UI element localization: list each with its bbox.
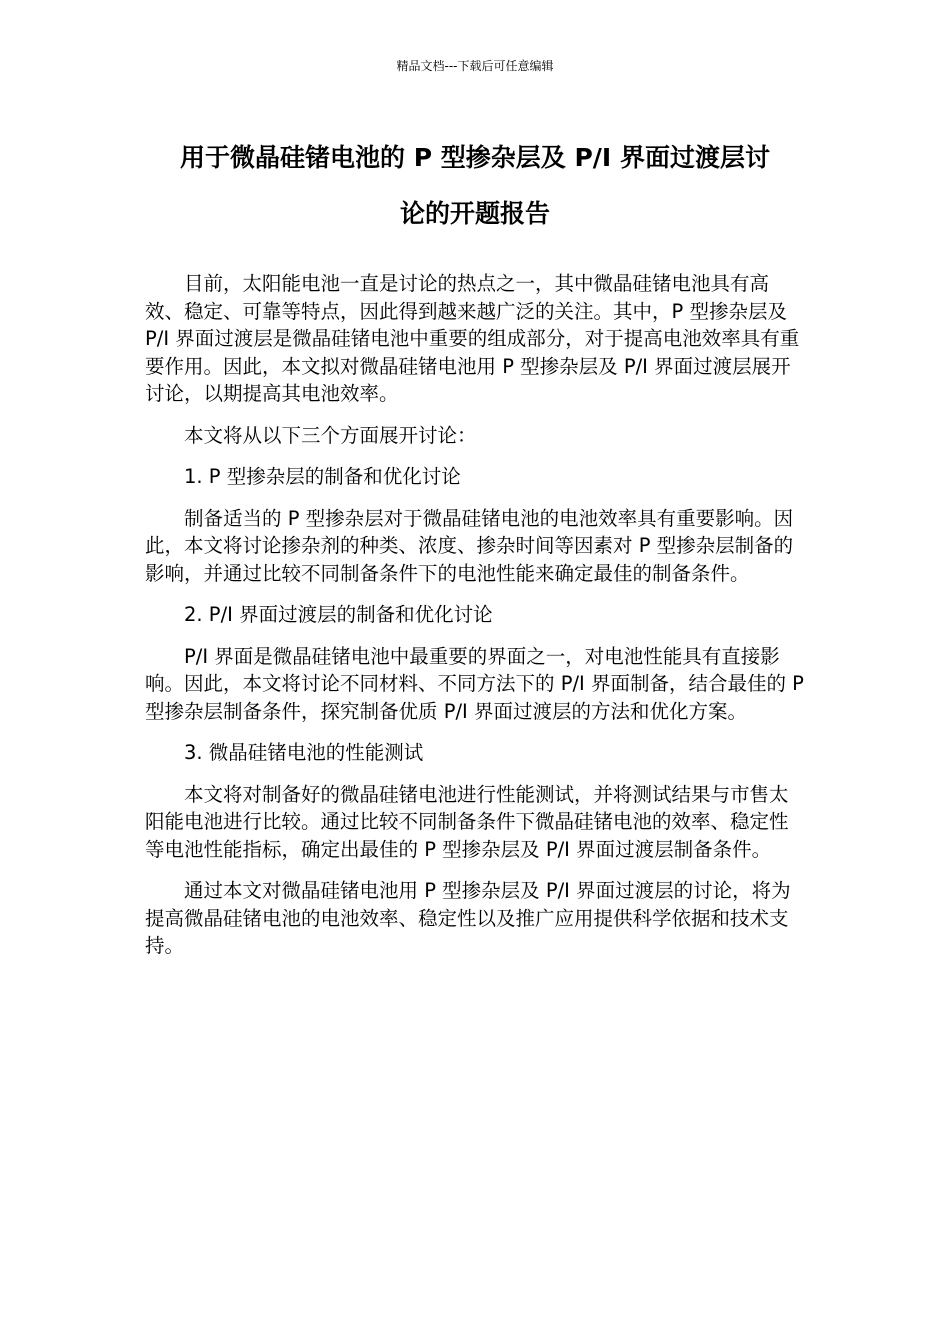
document-title bbox=[145, 130, 805, 242]
document-body bbox=[145, 270, 805, 974]
section-3-heading: 3. 微晶硅锗电池的性能测试 bbox=[184, 741, 424, 764]
intro-paragraph: 目前，太阳能电池一直是讨论的热点之一，其中微晶硅锗电池具有高效、稳定、可靠等特点，因此得到越来越广泛的关注。其中，P 型掺杂层及 P/I 界面过渡层是微晶硅锗电池中重要的组成部分，对于提高电池效率具有重要作用。因此，本文拟对微晶硅锗电池用 P 型掺杂层及 P/I 界面过渡层展开讨论，以期提高其电池效率。 bbox=[145, 272, 800, 405]
page-header: 精品文档---下载后可任意编辑 bbox=[396, 59, 554, 73]
section-3-paragraph: 本文将对制备好的微晶硅锗电池进行性能测试，并将测试结果与市售太阳能电池进行比较。通过比较不同制备条件下微晶硅锗电池的效率、稳定性等电池性能指标，确定出最佳的 P 型掺杂层及 P/I 界面过渡层制备条件。 bbox=[145, 782, 789, 861]
document-title-line-1: 用于微晶硅锗电池的 P 型掺杂层及 P/I 界面过渡层讨 bbox=[180, 143, 770, 172]
section-1-heading: 1. P 型掺杂层的制备和优化讨论 bbox=[184, 465, 461, 488]
section-2-heading: 2. P/I 界面过渡层的制备和优化讨论 bbox=[184, 603, 493, 626]
section-1-paragraph: 制备适当的 P 型掺杂层对于微晶硅锗电池的电池效率具有重要影响。因此，本文将讨论掺杂剂的种类、浓度、掺杂时间等因素对 P 型掺杂层制备的影响，并通过比较不同制备条件下的电池性能来确定最佳的制备条件。 bbox=[145, 506, 794, 585]
document-title-line-2: 论的开题报告 bbox=[399, 199, 550, 228]
section-2-paragraph: P/I 界面是微晶硅锗电池中最重要的界面之一，对电池性能具有直接影响。因此，本文将讨论不同材料、不同方法下的 P/I 界面制备，结合最佳的 P 型掺杂层制备条件，探究制备优质 P/I 界面过渡层的方法和优化方案。 bbox=[145, 644, 804, 723]
aspects-intro-paragraph: 本文将从以下三个方面展开讨论： bbox=[184, 423, 477, 447]
conclusion-paragraph: 通过本文对微晶硅锗电池用 P 型掺杂层及 P/I 界面过渡层的讨论，将为提高微晶硅锗电池的电池效率、稳定性以及推广应用提供科学依据和技术支持。 bbox=[145, 879, 791, 957]
